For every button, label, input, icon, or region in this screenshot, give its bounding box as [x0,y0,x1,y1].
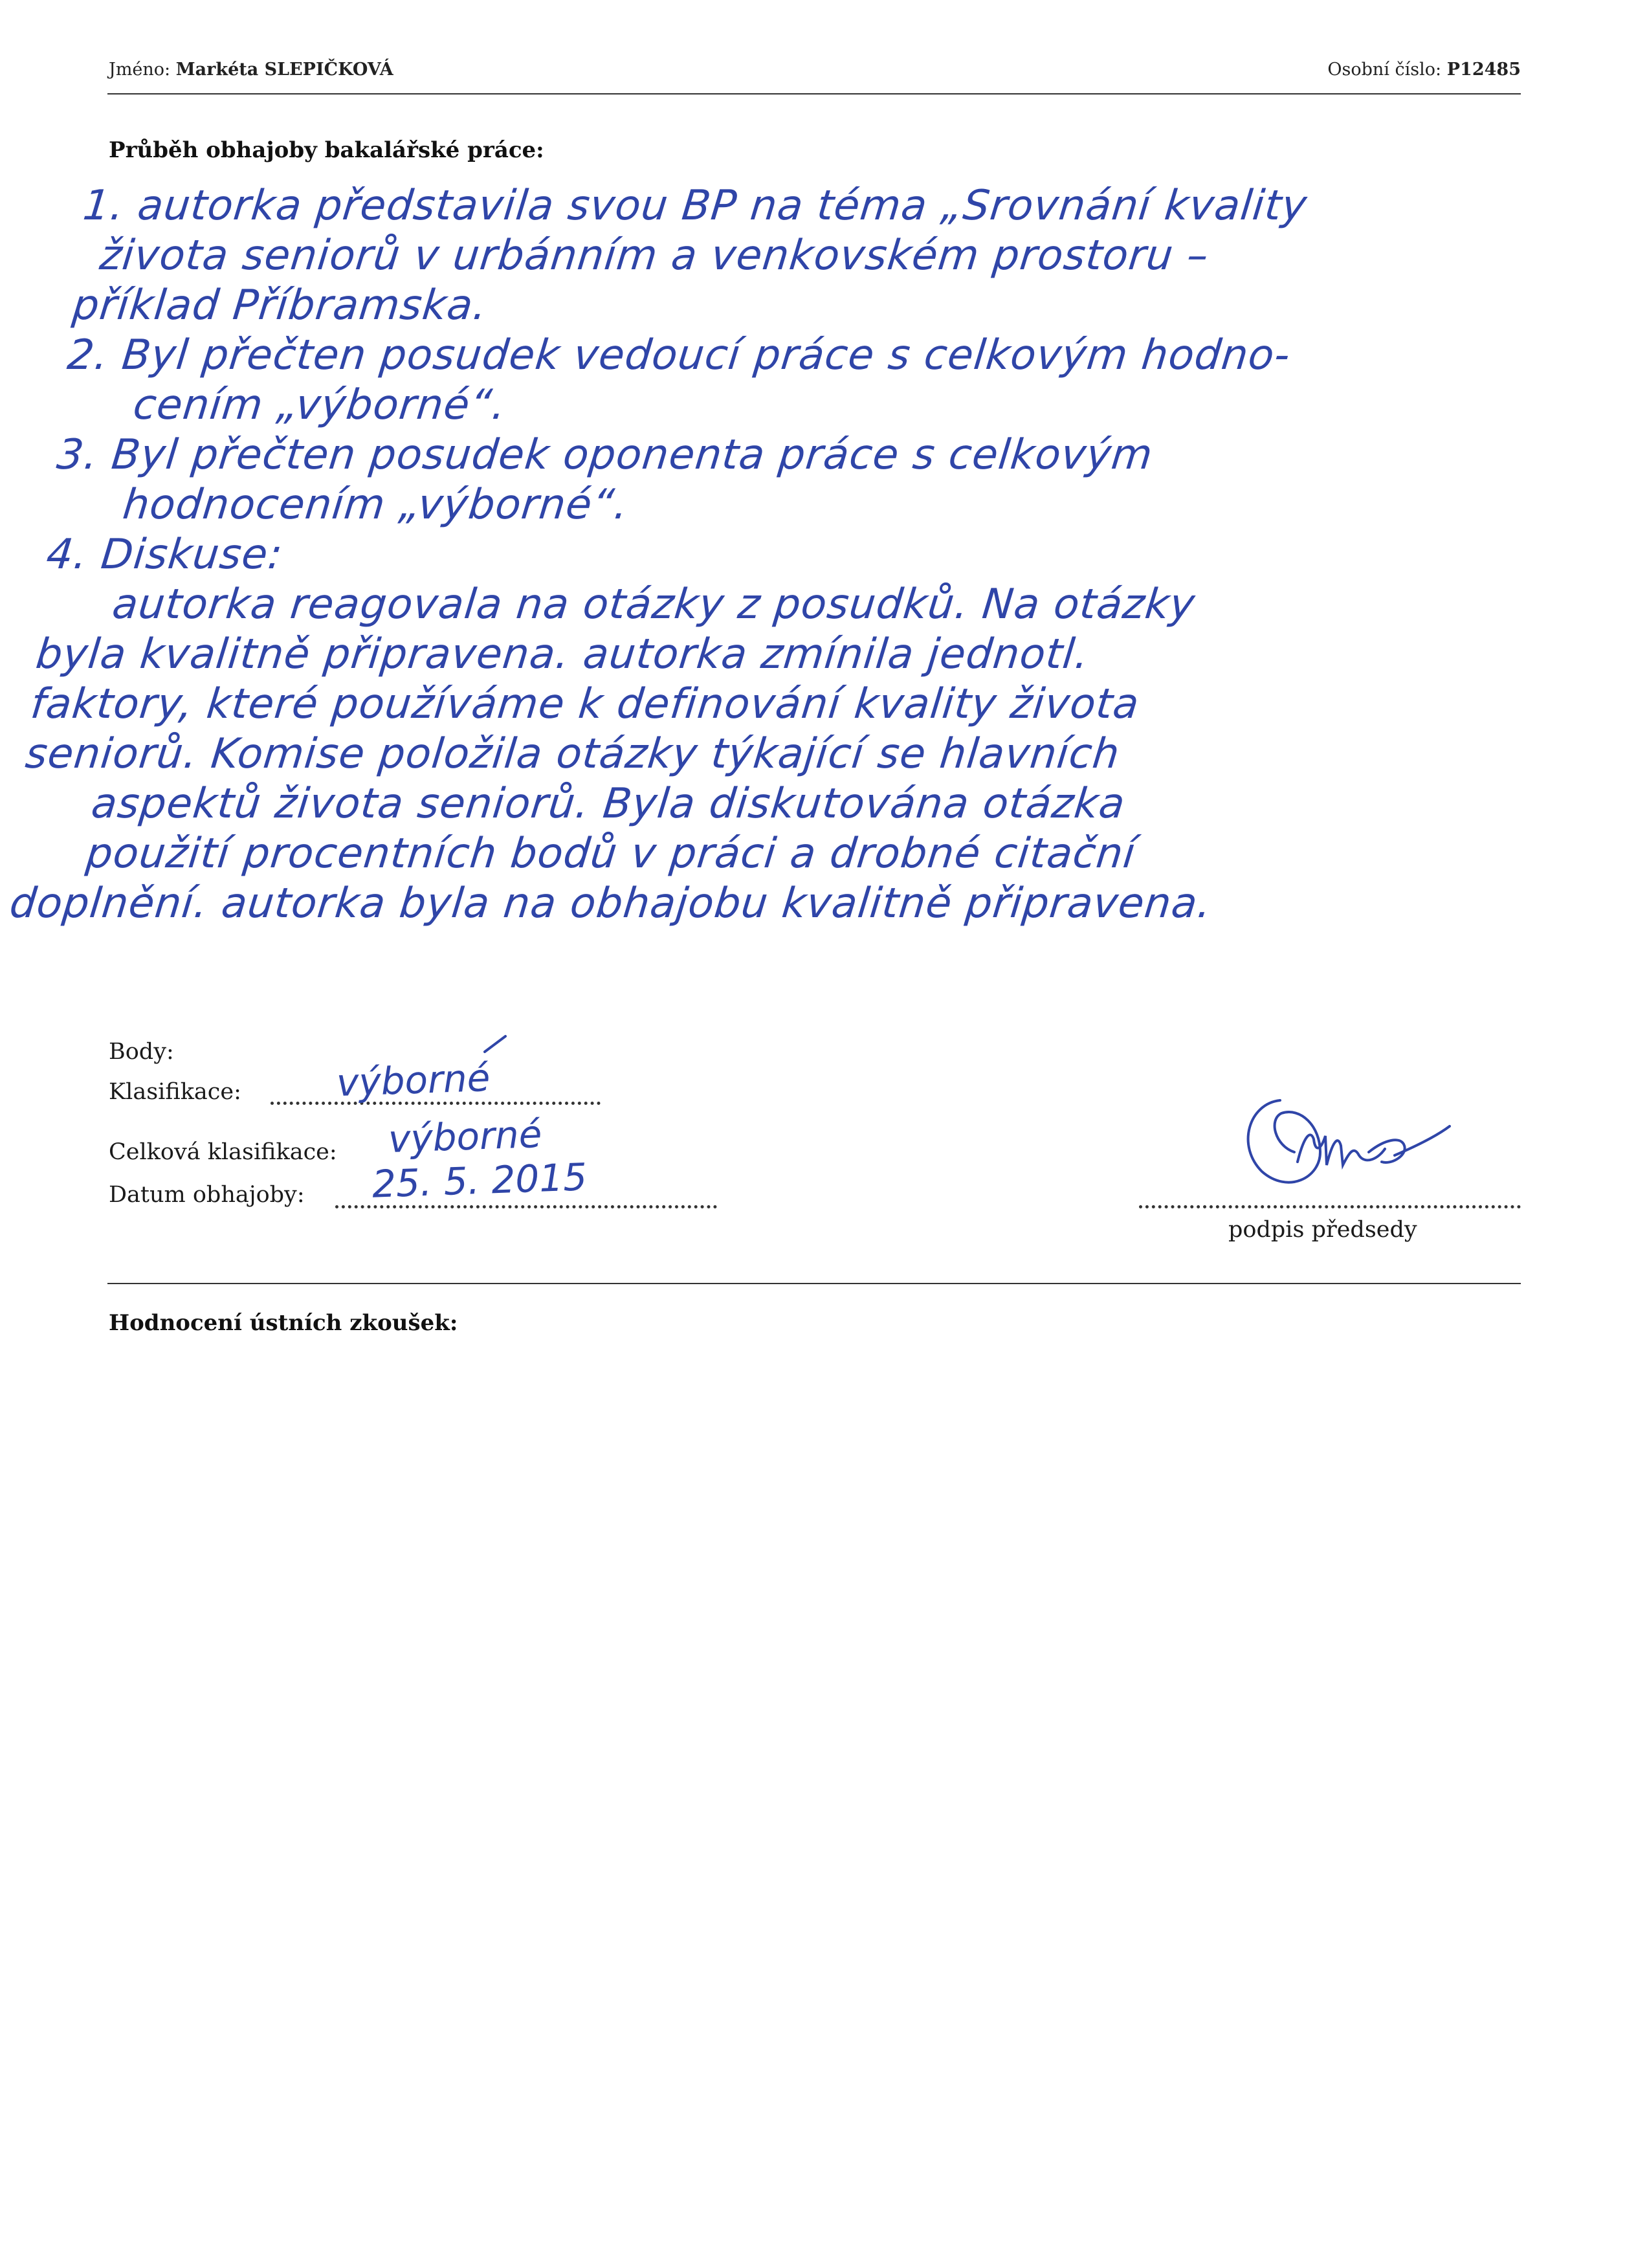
note-line: 2. Byl přečten posudek vedoucí práce s celkovým hodno- [65,331,1293,379]
signature-caption: podpis předsedy [1228,1217,1417,1243]
note-line: 4. Diskuse: [44,531,285,579]
student-name [109,60,393,80]
exams-heading: Hodnocení ústních zkoušek: [109,1310,458,1336]
note-line: použití procentních bodů v práci a drobné citační [83,830,1138,878]
celkova-value: výborné [387,1111,543,1162]
datum-value: 25. 5. 2015 [371,1155,588,1206]
note-line: faktory, které používáme k definování kvality života [28,680,1142,728]
checkmark-icon [482,1032,508,1058]
id-value: P12485 [1446,60,1521,80]
name-value: Markéta SLEPIČKOVÁ [175,60,393,80]
header-divider [107,93,1521,94]
name-label: Jméno: [109,60,171,80]
klasifikace-label: Klasifikace: [109,1079,241,1105]
defense-heading: Průběh obhajoby bakalářské práce: [109,137,544,163]
note-line: příklad Příbramska. [70,282,490,329]
body-label: Body: [109,1039,174,1065]
note-line: aspektů života seniorů. Byla diskutována otázka [89,780,1128,828]
note-line: doplnění. autorka byla na obhajobu kvalitně připravena. [7,880,1214,928]
chair-signature [1230,1074,1476,1204]
note-line: byla kvalitně připravena. autorka zmínila jednotl. [33,630,1092,678]
note-line: autorka reagovala na otázky z posudků. Na otázky [110,581,1198,628]
note-line: cením „výborné“. [131,381,509,429]
note-line: hodnocením „výborné“. [120,481,631,529]
klasifikace-value: výborné [335,1055,491,1106]
note-line: života seniorů v urbánním a venkovském prostoru – [97,232,1211,280]
note-line: 3. Byl přečten posudek oponenta práce s celkovým [54,431,1155,479]
note-line: 1. autorka představila svou BP na téma „Srovnání kvality [80,182,1310,230]
section-divider [107,1283,1521,1284]
signature-dotted-line [1139,1204,1521,1208]
student-id [1327,60,1521,80]
note-line: seniorů. Komise položila otázky týkající se hlavních [23,730,1122,778]
datum-label: Datum obhajoby: [109,1182,305,1208]
handwritten-notes [7,181,1626,929]
celkova-label: Celková klasifikace: [109,1139,337,1165]
id-label: Osobní číslo: [1327,60,1442,80]
